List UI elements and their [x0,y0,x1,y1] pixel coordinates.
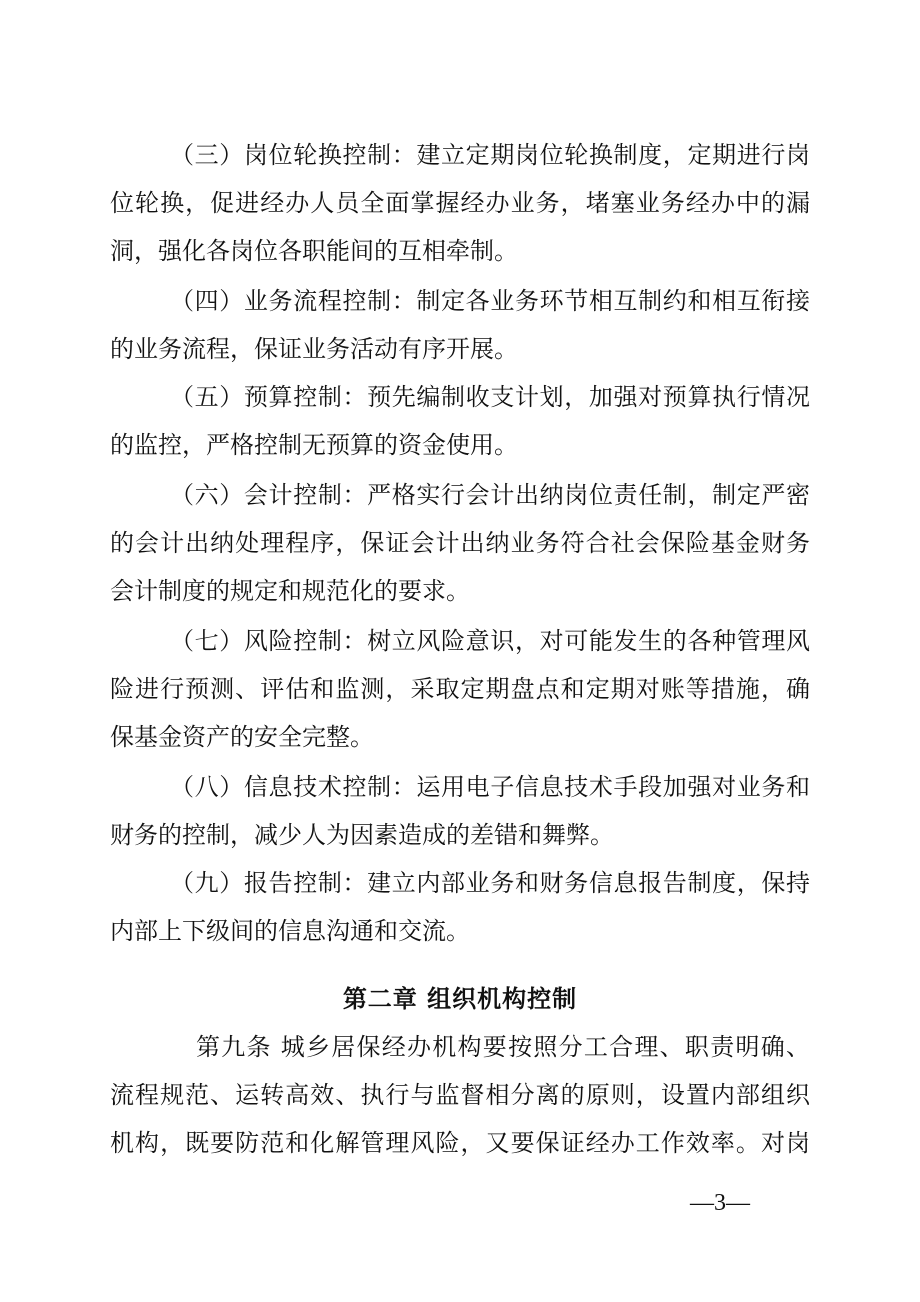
paragraph-5-line-2: 的监控，严格控制无预算的资金使用。 [110,431,518,459]
paragraph-9-line-2: 内部上下级间的信息沟通和交流。 [110,917,470,945]
paragraph-3-line-2: 位轮换，促进经办人员全面掌握经办业务，堵塞业务经办中的漏 [110,189,810,217]
paragraph-4-line-1: （四）业务流程控制：制定各业务环节相互制约和相互衔接 [170,287,810,315]
paragraph-7-line-2: 险进行预测、评估和监测，采取定期盘点和定期对账等措施，确 [110,675,810,703]
article-9-line-3: 机构，既要防范和化解管理风险，又要保证经办工作效率。对岗 [110,1129,810,1157]
article-9-line-2: 流程规范、运转高效、执行与监督相分离的原则，设置内部组织 [110,1081,810,1109]
paragraph-6-line-2: 的会计出纳处理程序，保证会计出纳业务符合社会保险基金财务 [110,529,810,557]
paragraph-8-line-1: （八）信息技术控制：运用电子信息技术手段加强对业务和 [170,773,810,801]
paragraph-8-line-2: 财务的控制，减少人为因素造成的差错和舞弊。 [110,821,614,849]
chapter-heading: 第二章 组织机构控制 [342,985,578,1013]
article-9-line-1: 第九条 城乡居保经办机构要按照分工合理、职责明确、 [196,1033,810,1061]
paragraph-6-line-1: （六）会计控制：严格实行会计出纳岗位责任制，制定严密 [170,481,810,509]
paragraph-3-line-1: （三）岗位轮换控制：建立定期岗位轮换制度，定期进行岗 [170,141,810,169]
paragraph-9-line-1: （九）报告控制：建立内部业务和财务信息报告制度，保持 [170,869,810,897]
paragraph-4-line-2: 的业务流程，保证业务活动有序开展。 [110,335,518,363]
paragraph-7-line-3: 保基金资产的安全完整。 [110,723,374,751]
paragraph-5-line-1: （五）预算控制：预先编制收支计划，加强对预算执行情况 [170,383,810,411]
paragraph-6-line-3: 会计制度的规定和规范化的要求。 [110,577,470,605]
paragraph-3-line-3: 洞，强化各岗位各职能间的互相牵制。 [110,237,518,265]
page-number: —3— [690,1190,750,1216]
paragraph-7-line-1: （七）风险控制：树立风险意识，对可能发生的各种管理风 [170,627,810,655]
